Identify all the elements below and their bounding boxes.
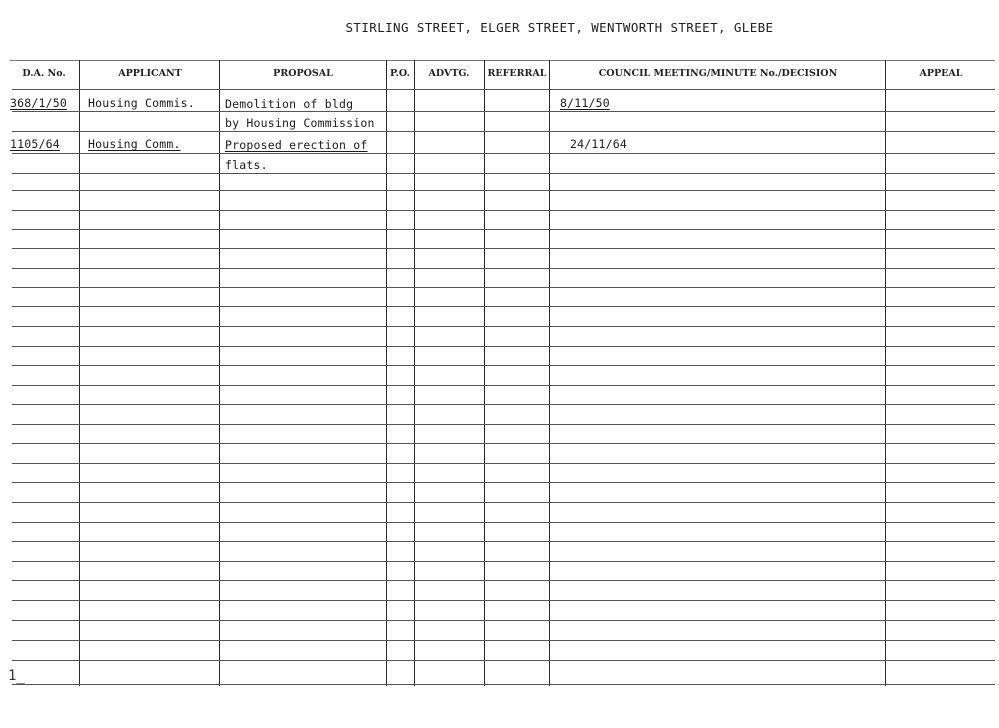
page-title: STIRLING STREET, ELGER STREET, WENTWORTH STREET, GLEBE <box>345 20 774 35</box>
row-rule <box>12 684 995 685</box>
row-rule <box>12 287 995 288</box>
row-rule <box>12 346 995 347</box>
row-rule <box>12 463 995 464</box>
row-rule <box>12 229 995 230</box>
row-rule <box>12 326 995 327</box>
row-rule <box>12 660 995 661</box>
row-rule <box>12 580 995 581</box>
row-rule <box>12 541 995 542</box>
row-rule <box>12 89 995 90</box>
row-3-applicant: Housing Comm. <box>88 137 181 151</box>
row-rule <box>12 482 995 483</box>
row-3-da-no: 1105/64 <box>10 137 60 151</box>
row-1-da-no: 368/1/50 <box>10 96 67 110</box>
row-rule <box>12 620 995 621</box>
row-1-applicant: Housing Commis. <box>88 96 195 110</box>
row-rule <box>12 424 995 425</box>
row-rule <box>12 502 995 503</box>
row-1-decision: 8/11/50 <box>560 96 610 110</box>
row-rule <box>12 365 995 366</box>
header-council-decision: COUNCIL MEETING/MINUTE No./DECISION <box>598 68 838 79</box>
row-rule <box>12 561 995 562</box>
header-advtg: ADVTG. <box>428 68 470 79</box>
row-4-proposal: flats. <box>225 158 268 172</box>
row-rule <box>12 404 995 405</box>
footer-mark: 1_ <box>8 668 25 684</box>
row-rule <box>12 111 995 112</box>
row-rule <box>12 153 995 154</box>
row-rule <box>12 210 995 211</box>
header-po: P.O. <box>390 68 410 79</box>
row-rule <box>12 173 995 174</box>
header-da-no: D.A. No. <box>22 68 66 79</box>
header-proposal: PROPOSAL <box>273 68 333 79</box>
row-rule <box>12 522 995 523</box>
table-top-border <box>10 60 995 61</box>
header-referral: REFERRAL <box>487 68 547 79</box>
row-rule <box>12 268 995 269</box>
row-rule <box>12 306 995 307</box>
row-rule <box>12 190 995 191</box>
row-rule <box>12 131 995 132</box>
row-rule <box>12 248 995 249</box>
row-1-proposal: Demolition of bldg <box>225 97 354 111</box>
row-3-decision: 24/11/64 <box>570 137 627 151</box>
row-rule <box>12 640 995 641</box>
row-3-proposal: Proposed erection of <box>225 138 368 152</box>
row-rule <box>12 443 995 444</box>
header-applicant: APPLICANT <box>118 68 182 79</box>
row-2-proposal: by Housing Commission <box>225 116 375 130</box>
row-rule <box>12 385 995 386</box>
header-appeal: APPEAL <box>919 68 963 79</box>
row-rule <box>12 600 995 601</box>
